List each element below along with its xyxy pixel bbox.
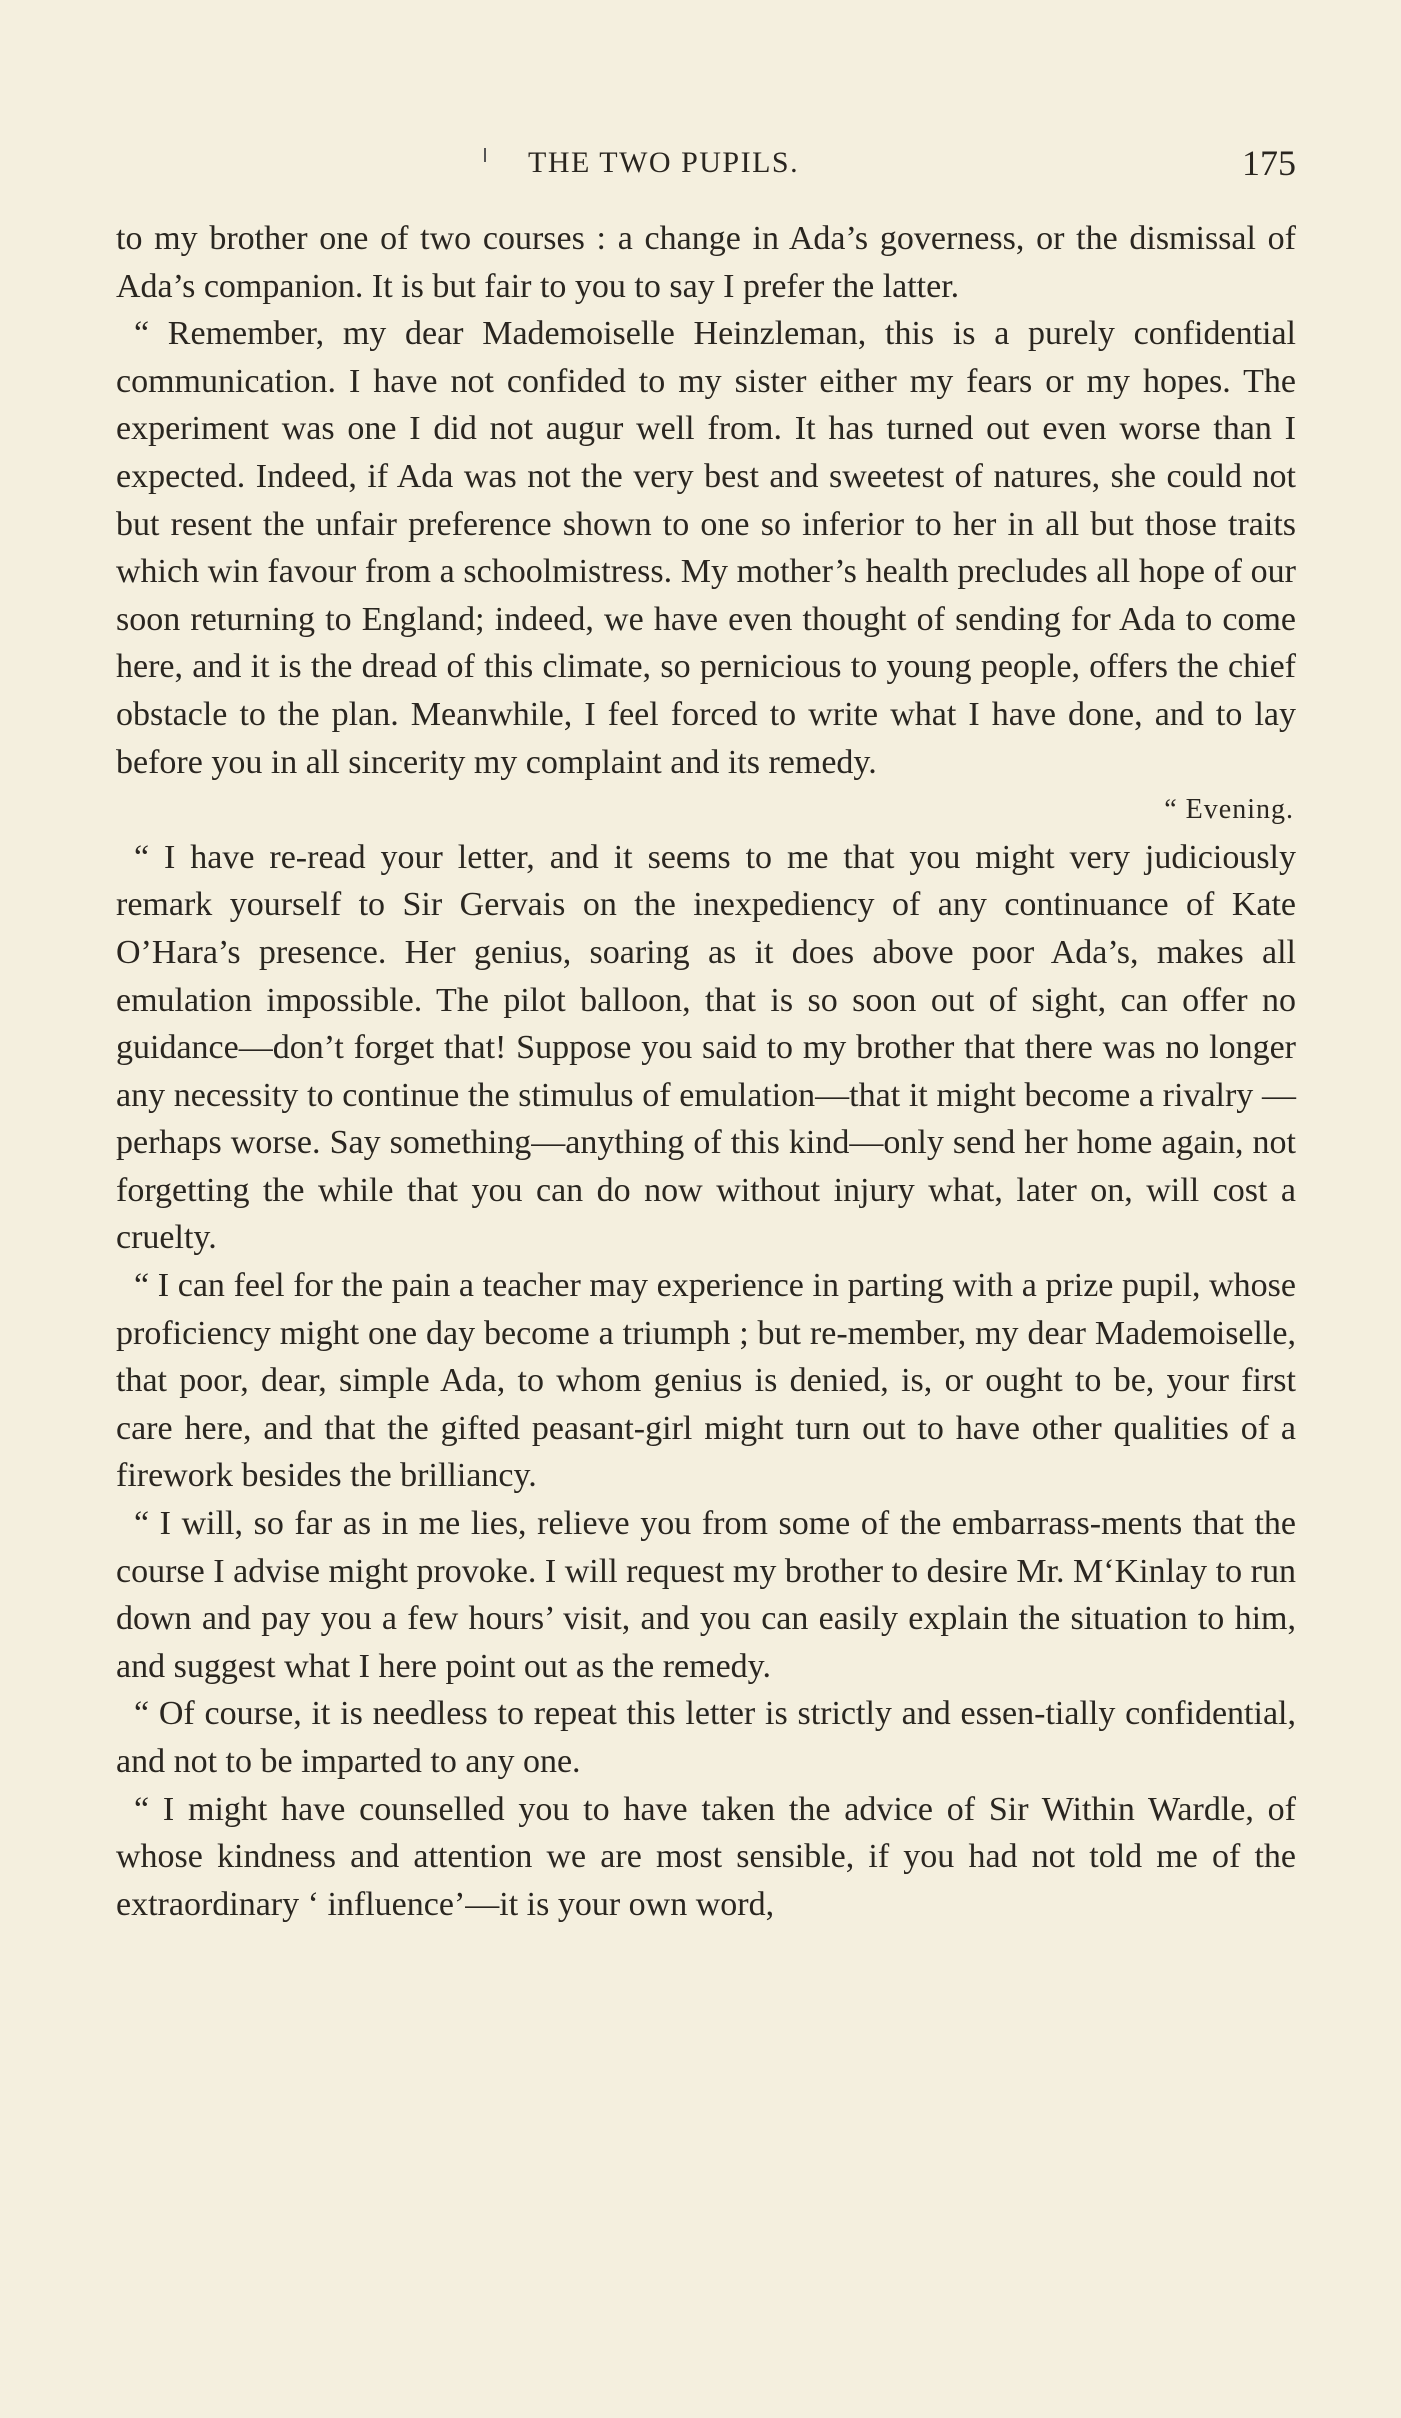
- paragraph: “ I might have counselled you to have taken the advice of Sir Within Wardle, of whose kindness and attention we are most sensible, if you had not told me of the extraordinary ‘ influence’—it is your own word,: [116, 1790, 1296, 1923]
- paragraph: “ I will, so far as in me lies, relieve you from some of the embarrass-ments that the course I advise might provoke. I will request my brother to desire Mr. M‘Kinlay to run down and pay you a few hours’ visit, and you can easily explain the situation to him, and suggest what I here point out as the remedy.: [116, 1505, 1296, 1685]
- page-header: [116, 138, 1296, 188]
- paragraph: “ Of course, it is needless to repeat this letter is strictly and essen-tially confidential, and not to be imparted to any one.: [116, 1695, 1296, 1780]
- paragraph-continuation: to my brother one of two courses : a change in Ada’s governess, or the dismissal of Ada’s companion. It is but fair to you to say I prefer the latter.: [116, 220, 1296, 305]
- page-number: 175: [1242, 143, 1296, 183]
- running-title: THE TWO PUPILS.: [528, 146, 800, 179]
- body-text: [116, 215, 1296, 1928]
- paragraph: “ I have re-read your letter, and it seems to me that you might very judiciously remark yourself to Sir Gervais on the inexpediency of any continuance of Kate O’Hara’s presence. Her genius, soaring as it does above poor Ada’s, makes all emulation impossible. The pilot balloon, that is so soon out of sight, can offer no guidance—don’t forget that! Suppose you said to my brother that there was no longer any necessity to continue the stimulus of emulation—that it might become a rivalry —perhaps worse. Say something—anything of this kind—only send her home again, not forgetting the while that you can do now without injury what, later on, will cost a cruelty.: [116, 838, 1296, 1257]
- paragraph: “ I can feel for the pain a teacher may experience in parting with a prize pupil, whose proficiency might one day become a triumph ; but re-member, my dear Mademoiselle, that poor, dear, simple Ada, to whom genius is denied, is, or ought to be, your first care here, and that the gifted peasant-girl might turn out to have other qualities of a firework besides the brilliancy.: [116, 1267, 1296, 1495]
- paragraph: “ Remember, my dear Mademoiselle Heinzleman, this is a purely confidential communication. I have not confided to my sister either my fears or my hopes. The experiment was one I did not augur well from. It has turned out even worse than I expected. Indeed, if Ada was not the very best and sweetest of natures, she could not but resent the unfair preference shown to one so inferior to her in all but those traits which win favour from a schoolmistress. My mother’s health precludes all hope of our soon returning to England; indeed, we have even thought of sending for Ada to come here, and it is the dread of this climate, so pernicious to young people, offers the chief obstacle to the plan. Meanwhile, I feel forced to write what I have done, and to lay before you in all sincerity my complaint and its remedy.: [116, 315, 1296, 781]
- dateline-evening: “ Evening.: [1164, 794, 1294, 826]
- header-mark: [484, 148, 486, 162]
